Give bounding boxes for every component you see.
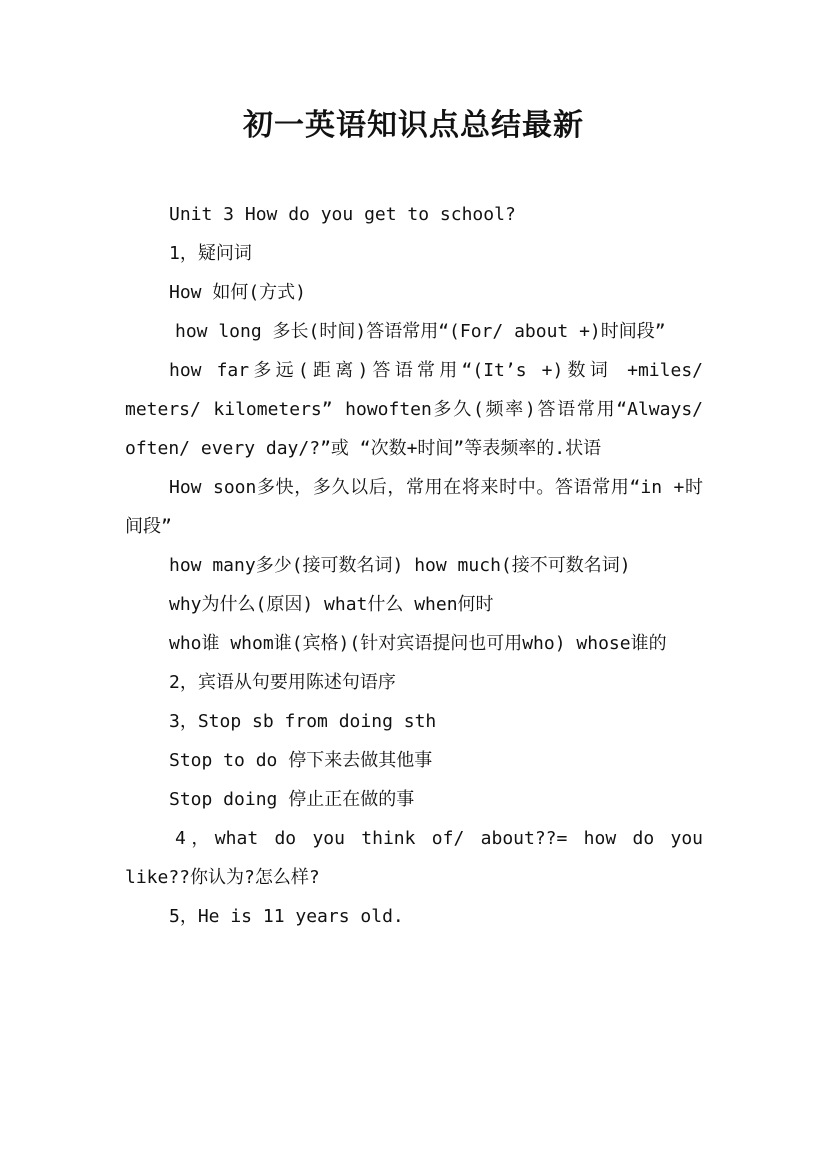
paragraph-unit-heading: Unit 3 How do you get to school? (169, 204, 516, 225)
paragraph-how: How 如何(方式) (169, 282, 307, 303)
paragraph-why-what-when: why为什么(原因) what什么 when何时 (169, 594, 494, 615)
document-body (125, 195, 703, 936)
paragraph-stop-to-do: Stop to do 停下来去做其他事 (169, 750, 433, 771)
paragraph-section-2: 2，宾语从句要用陈述句语序 (169, 672, 396, 693)
paragraph-how-many: how many多少(接可数名词) how much(接不可数名词) (169, 555, 631, 576)
paragraph-how-long: how long 多长(时间)答语常用“(For/ about +)时间段” (175, 321, 666, 342)
document-title: 初一英语知识点总结最新 (243, 108, 584, 143)
paragraph-who-whom-whose: who谁 whom谁(宾格)(针对宾语提问也可用who) whose谁的 (169, 633, 667, 654)
paragraph-how-far: how far多远(距离)答语常用“(It’s +)数词 +miles/ meters/ kilometers” howoften多久(频率)答语常用“Always/ often/ every day/?”或 “次数+时间”等表频率的.状语 (125, 360, 703, 459)
paragraph-section-1: 1，疑问词 (169, 243, 252, 264)
paragraph-section-3: 3，Stop sb from doing sth (169, 711, 437, 732)
paragraph-section-4: 4，what do you think of/ about??= how do you like??你认为?怎么样? (125, 828, 703, 888)
paragraph-how-soon: How soon多快，多久以后，常用在将来时中。答语常用“in +时间段” (125, 477, 703, 537)
paragraph-section-5: 5，He is 11 years old. (169, 906, 404, 927)
paragraph-stop-doing: Stop doing 停止正在做的事 (169, 789, 415, 810)
